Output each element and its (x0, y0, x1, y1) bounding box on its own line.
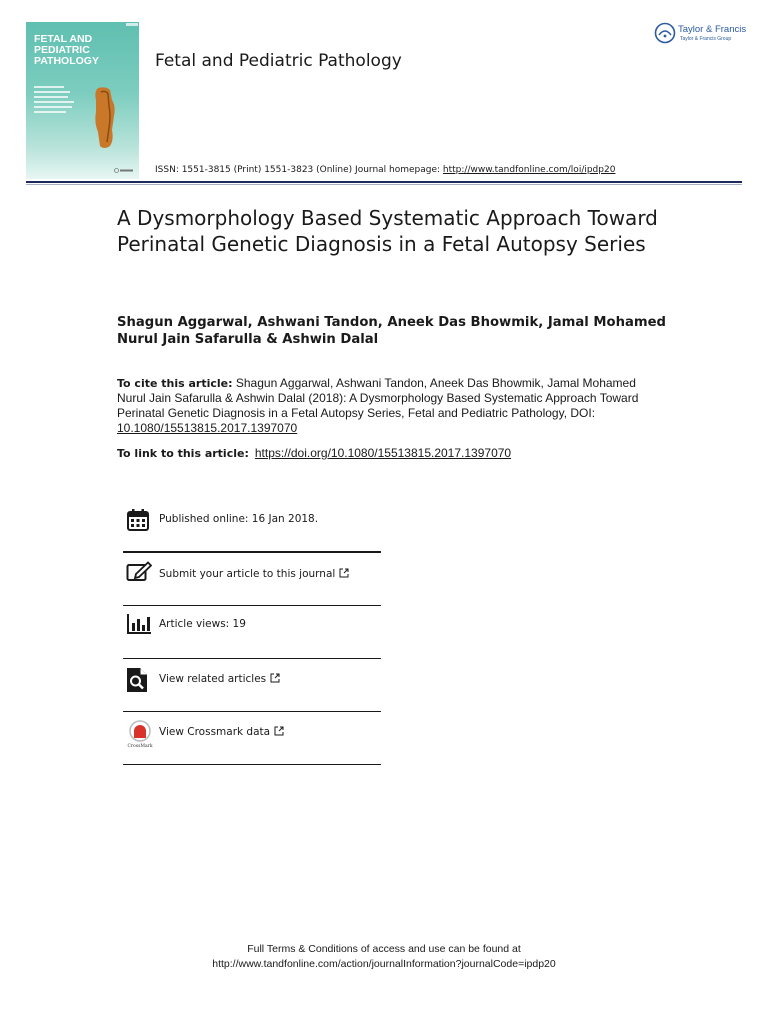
crossmark-row[interactable] (159, 726, 284, 738)
cover-title-line: PEDIATRIC (34, 44, 90, 56)
crossmark-icon-label: CrossMark (127, 744, 153, 748)
header-divider-thin (26, 184, 742, 185)
cover-text-lines (34, 86, 74, 116)
publisher-name[interactable]: Taylor & Francis (678, 24, 747, 35)
calendar-icon (126, 508, 150, 532)
related-articles-row[interactable] (159, 673, 280, 685)
header-divider (26, 181, 742, 183)
article-doi-link[interactable]: https://doi.org/10.1080/15513815.2017.1397070 (254, 446, 512, 460)
link-label: To link to this article: (117, 447, 249, 460)
row-divider (123, 764, 381, 765)
bar-chart-icon (126, 613, 152, 635)
journal-homepage-link[interactable]: http://www.tandfonline.com/loi/ipdp20 (442, 165, 616, 175)
submit-article-link[interactable]: Submit your article to this journal (159, 568, 336, 580)
footer-terms-text: Full Terms & Conditions of access and use can be found at (247, 943, 521, 955)
article-views-text: Article views: 19 (159, 618, 246, 630)
row-divider (123, 605, 381, 606)
crossmark-link[interactable]: View Crossmark data (159, 726, 271, 738)
cover-title-line: PATHOLOGY (34, 55, 99, 67)
edit-icon[interactable] (126, 561, 152, 583)
article-authors: Shagun Aggarwal, Ashwani Tandon, Aneek Das Bhowmik, Jamal Mohamed Nurul Jain Safarulla & Ashwin Dalal (117, 315, 666, 347)
published-online-text: Published online: 16 Jan 2018. (159, 513, 319, 525)
issn-line (155, 165, 615, 175)
cover-title (34, 34, 124, 67)
crossmark-icon[interactable] (126, 720, 154, 748)
row-divider (123, 551, 381, 553)
cite-doi-link[interactable]: 10.1080/15513815.2017.1397070 (117, 421, 298, 435)
related-articles-link[interactable]: View related articles (159, 673, 267, 685)
footer-terms-link[interactable]: http://www.tandfonline.com/action/journalInformation?journalCode=ipdp20 (212, 958, 556, 970)
row-divider (123, 711, 381, 712)
journal-title: Fetal and Pediatric Pathology (155, 51, 402, 71)
citation-block (117, 376, 657, 436)
cover-publisher-logo (114, 168, 134, 173)
document-search-icon[interactable] (126, 667, 148, 693)
publisher-subtitle: Taylor & Francis Group (680, 36, 732, 42)
taylor-francis-logo-icon[interactable] (654, 22, 676, 44)
external-link-icon (274, 726, 284, 736)
cite-text: Shagun Aggarwal, Ashwani Tandon, Aneek Das Bhowmik, Jamal Mohamed Nurul Jain Safarulla & Ashwin Dalal (2018): A Dysmorphology Based Systematic Approach Toward Perinatal Genetic Diagnosis in a Fetal Autopsy Series, Fetal and Pediatric Pathology, DOI: (117, 376, 639, 420)
cover-bone-image (92, 86, 118, 150)
submit-article-row[interactable] (159, 568, 349, 580)
cover-title-line: FETAL AND (34, 33, 93, 45)
external-link-icon (339, 568, 349, 578)
article-link-line (117, 446, 511, 460)
article-title: A Dysmorphology Based Systematic Approach Toward Perinatal Genetic Diagnosis in a Fetal Autopsy Series (117, 206, 658, 256)
cite-label: To cite this article: (117, 377, 233, 390)
issn-text: ISSN: 1551-3815 (Print) 1551-3823 (Online) Journal homepage: (155, 165, 443, 175)
row-divider (123, 658, 381, 659)
external-link-icon (270, 673, 280, 683)
journal-cover-image (26, 22, 139, 179)
cover-top-mark (126, 23, 138, 26)
